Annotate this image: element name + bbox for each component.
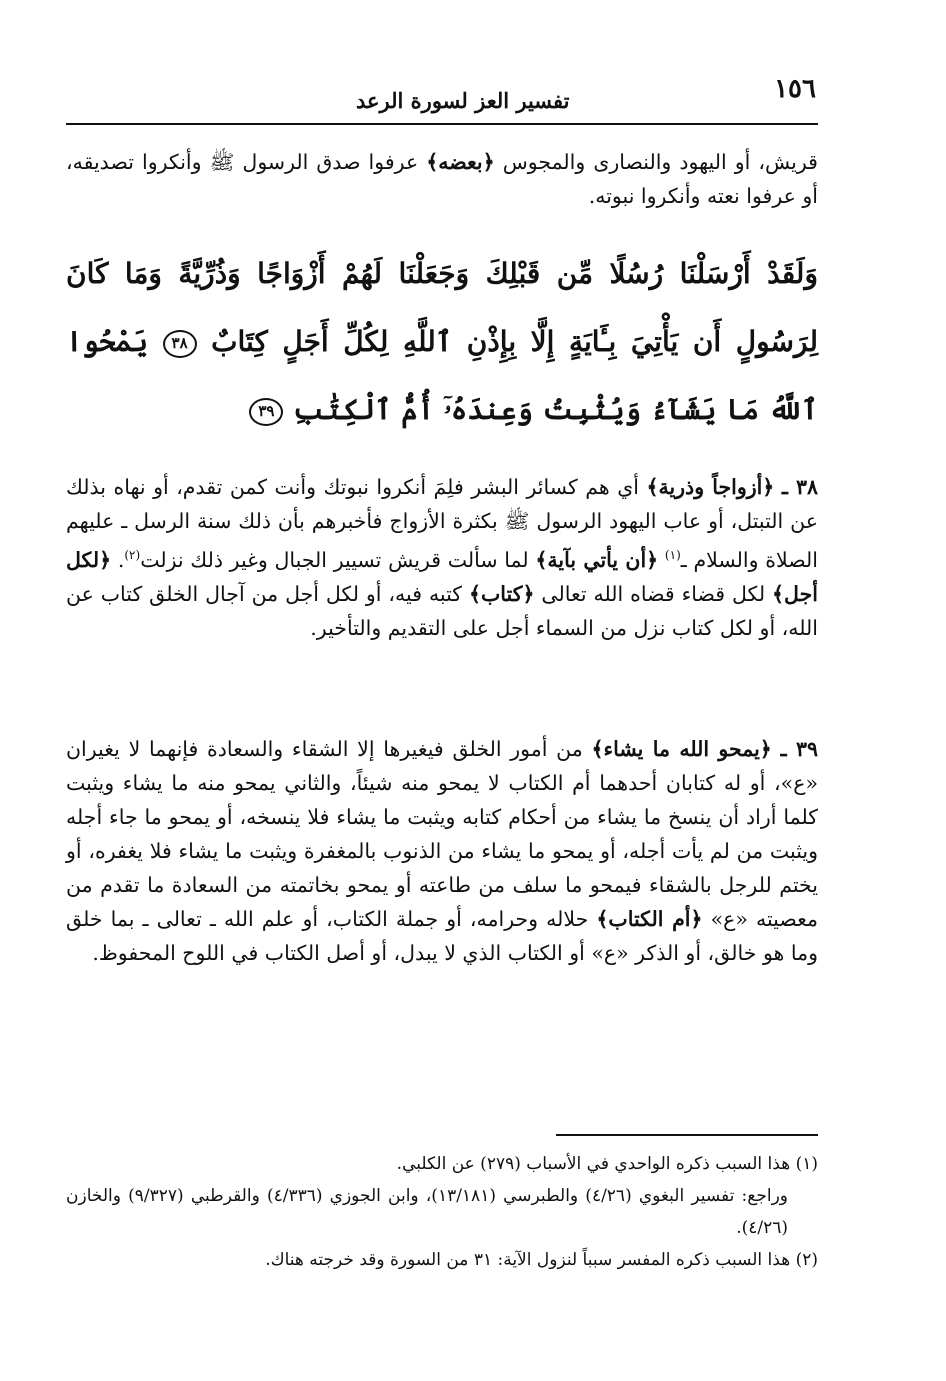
commentary-38-text-4: كتبه فيه، أو لكل أجل من آجال الخلق كتاب عن الله، أو لكل كتاب نزل من السماء أجل على التقديم والتأخير. xyxy=(66,581,818,640)
commentary-38-term-4: ﴿كتاب﴾ xyxy=(468,581,535,606)
footnote-2-label: (٢) xyxy=(795,1250,818,1270)
footnote-1-text: هذا السبب ذكره الواحدي في الأسباب (٢٧٩) عن الكلبي. xyxy=(396,1154,791,1174)
commentary-38-number: ٣٨ ـ xyxy=(781,475,818,499)
verse-39-text: يَمْحُوا ٱللَّهُ مَا يَشَآءُ وَيُثْبِتُ وَعِندَهُۥٓ أُمُّ ٱلْكِتَٰبِ xyxy=(66,325,818,426)
commentary-39-text-2: حلاله وحرامه، أو جملة الكتاب، أو علم الله ـ تعالى ـ بما خلق وما هو خالق، أو الذكر «ع» أو الكتاب الذي لا يبدل، أو أصل الكتاب في اللوح المحفوظ. xyxy=(66,907,818,965)
commentary-39 xyxy=(66,732,818,970)
commentary-38-text-2: لما سألت قريش تسيير الجبال وغير ذلك نزلت xyxy=(140,547,529,572)
intro-quoted-term: ﴿بعضه﴾ xyxy=(426,150,495,174)
footnote-rule xyxy=(556,1134,818,1136)
intro-paragraph xyxy=(66,145,818,213)
commentary-38-text-2b: . xyxy=(117,547,125,572)
commentary-39-term-2: ﴿أم الكتاب﴾ xyxy=(596,907,703,931)
verse-38-text: وَلَقَدْ أَرْسَلْنَا رُسُلًا مِّن قَبْلِكَ وَجَعَلْنَا لَهُمْ أَزْوَاجًا وَذُرِّيَّةً وَمَا كَانَ لِرَسُولٍ أَن يَأْتِيَ بِـَٔايَةٍ إِلَّا بِإِذْنِ ٱللَّهِ لِكُلِّ أَجَلٍ كِتَابٌ xyxy=(66,257,819,358)
footnote-ref-2[interactable]: (٢) xyxy=(124,548,141,562)
commentary-38-term-1: ﴿أزواجاً وذرية﴾ xyxy=(646,475,775,499)
footnote-1-label: (١) xyxy=(795,1154,818,1174)
footnote-2-text: هذا السبب ذكره المفسر سبباً لنزول الآية: ٣١ من السورة وقد خرجته هناك. xyxy=(265,1250,791,1270)
commentary-38-term-2: ﴿أن يأتي بآية﴾ xyxy=(535,547,659,572)
commentary-39-number: ٣٩ ـ xyxy=(780,737,818,761)
footnote-1-more: وراجع: تفسير البغوي (٤/٢٦) والطبرسي (١٣/١٨١)، وابن الجوزي (٤/٣٣٦) والقرطبي (٩/٣٢٧) والخازن (٤/٢٦). xyxy=(66,1186,788,1238)
footnote-1 xyxy=(66,1148,818,1180)
commentary-38-term-3: ﴿لكل أجل﴾ xyxy=(66,547,818,606)
commentary-38 xyxy=(66,470,818,645)
running-title: تفسير العز لسورة الرعد xyxy=(356,88,570,113)
intro-text-1: قريش، أو اليهود والنصارى والمجوس xyxy=(502,150,818,174)
page-number: ١٥٦ xyxy=(774,74,816,104)
header-rule xyxy=(66,123,818,125)
footnote-1-continued xyxy=(66,1180,818,1244)
commentary-38-text-1: أي هم كسائر البشر فلِمَ أنكروا نبوتك وأنت كمن تقدم، أو نهاه بذلك عن التبتل، أو عاب اليهود الرسول ﷺ بكثرة الأزواج فأخبرهم بأن ذلك سنة الرسل ـ عليهم الصلاة والسلام ـ xyxy=(66,475,818,572)
intro-text-2: عرفوا صدق الرسول ﷺ وأنكروا تصديقه، أو عرفوا نعته وأنكروا نبوته. xyxy=(66,150,818,208)
footnote-ref-1[interactable]: (١) xyxy=(664,548,681,562)
ayah-marker-38: ٣٨ xyxy=(163,330,197,358)
commentary-39-text-1: من أمور الخلق فيغيرها إلا الشقاء والسعادة فإنهما لا يغيران «ع»، أو له كتابان أحدهما أم الكتاب لا يمحو منه شيئاً، والثاني يمحو منه ما يشاء ويثبت كلما أراد أن ينسخ ما يشاء من أحكام كتابه ويثبت ما يشاء فلا ينسخه، أو يمحو ما جاء أجله ويثبت من لم يأت أجله، أو يمحو ما يشاء من الذنوب بالمغفرة ويثبت ما يشاء فلا يغفره، أو يختم للرجل بالشقاء فيمحو ما سلف من طاعته أو يمحو بخاتمته من السعادة ما تقدم من معصيته «ع» xyxy=(66,737,819,931)
quran-verse-block xyxy=(66,240,818,444)
footnote-2 xyxy=(66,1244,818,1276)
page-header xyxy=(66,68,816,118)
commentary-39-term-1: ﴿يمحو الله ما يشاء﴾ xyxy=(591,737,772,761)
ayah-marker-39: ٣٩ xyxy=(249,398,283,426)
commentary-38-text-3: لكل قضاء قضاه الله تعالى xyxy=(541,581,766,606)
footnotes xyxy=(66,1148,818,1276)
